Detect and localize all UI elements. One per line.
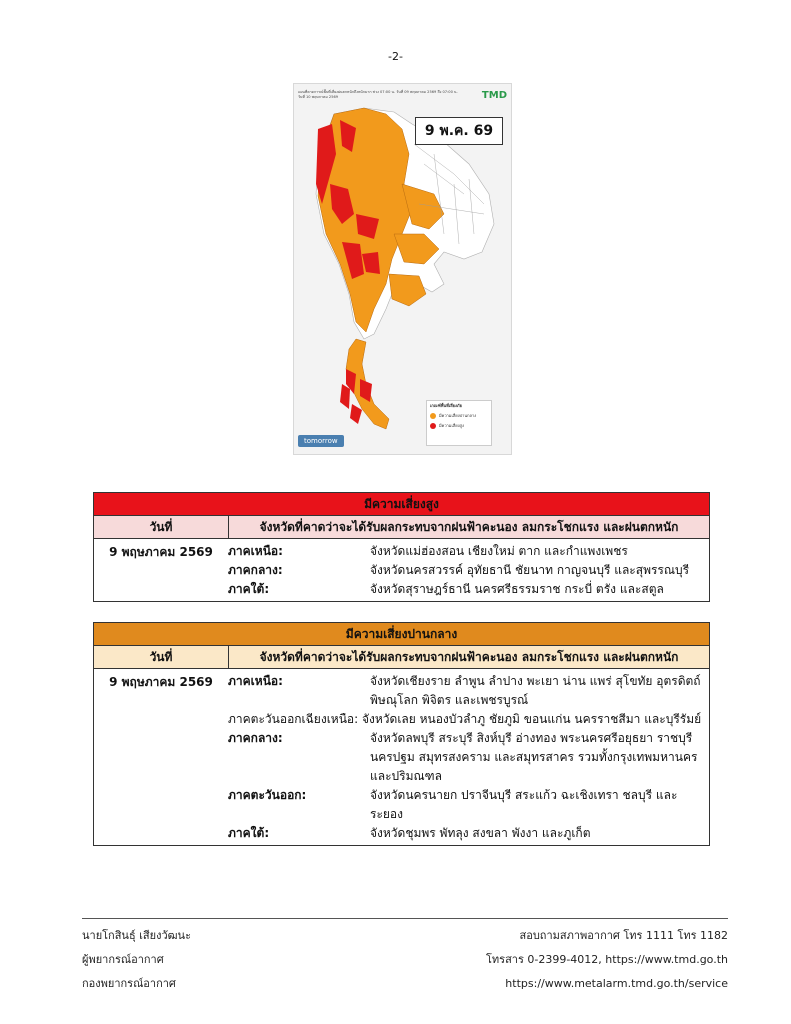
map-date-label: 9 พ.ค. 69	[415, 117, 503, 145]
region-name: ภาคใต้:	[228, 582, 270, 596]
fax-website[interactable]: โทรสาร 0-2399-4012, https://www.tmd.go.th	[486, 953, 728, 966]
region-line	[228, 561, 709, 580]
division-name: กองพยากรณ์อากาศ	[82, 977, 176, 990]
high-risk-table	[93, 492, 710, 602]
orange-dot-icon	[430, 413, 436, 419]
region-name: ภาคใต้:	[228, 826, 270, 840]
region-line	[228, 710, 709, 729]
region-provinces: ภาคตะวันออกเฉียงเหนือ: จังหวัดเลย หนองบัวลำภู ชัยภูมิ ขอนแก่น นครราชสีมา และบุรีรัมย์	[228, 712, 702, 726]
legend-title: เกณฑ์พื้นที่เสี่ยงภัย	[430, 403, 462, 408]
forecaster-name: นายโกสินธุ์ เสียงวัฒนะ	[82, 929, 191, 942]
region-line	[228, 542, 709, 561]
region-provinces: จังหวัดนครนายก ปราจีนบุรี สระแก้ว ฉะเชิงเทรา ชลบุรี และระยอง	[370, 788, 678, 821]
risk-level-title: มีความเสี่ยงสูง	[94, 493, 709, 516]
footer-contact	[486, 924, 728, 996]
region-line	[228, 580, 709, 599]
region-name: ภาคตะวันออก:	[228, 788, 307, 802]
region-line	[228, 748, 709, 767]
tomorrow-badge: tomorrow	[298, 435, 344, 447]
table-header-row	[94, 516, 709, 539]
map-header-text: แผนที่คาดการณ์พื้นที่เสี่ยงฝนตกหนักถึงหนักมาก ช่วง 07:00 น. วันที่ 09 พฤษภาคม 2569 ถึง 07:00 น. วันที่ 10 พฤษภาคม 2569	[298, 90, 458, 99]
region-line	[228, 729, 709, 748]
provinces-column-header: จังหวัดที่คาดว่าจะได้รับผลกระทบจากฝนฟ้าคะนอง ลมกระโชกแรง และฝนตกหนัก	[259, 520, 679, 534]
phone-info: สอบถามสภาพอากาศ โทร 1111 โทร 1182	[519, 929, 728, 942]
region-provinces: และปริมณฑล	[370, 769, 442, 783]
region-provinces: จังหวัดลพบุรี สระบุรี สิงห์บุรี อ่างทอง พระนครศรีอยุธยา ราชบุรี	[370, 731, 693, 745]
legend-item-high	[430, 423, 488, 429]
legend-label: มีความเสี่ยงสูง	[439, 423, 464, 428]
forecast-date: 9 พฤษภาคม 2569	[109, 675, 213, 689]
region-name: ภาคกลาง:	[228, 563, 283, 577]
region-line	[228, 786, 709, 824]
region-provinces: จังหวัดแม่ฮ่องสอน เชียงใหม่ ตาก และกำแพงเพชร	[370, 544, 628, 558]
region-provinces: จังหวัดชุมพร พัทลุง สงขลา พังงา และภูเก็ต	[370, 826, 591, 840]
table-row	[94, 539, 709, 601]
footer-divider	[82, 918, 728, 919]
service-link[interactable]: https://www.metalarm.tmd.go.th/service	[505, 977, 728, 990]
region-provinces: จังหวัดนครสวรรค์ อุทัยธานี ชัยนาท กาญจนบุรี และสุพรรณบุรี	[370, 563, 690, 577]
region-line	[228, 767, 709, 786]
legend-label: มีความเสี่ยงปานกลาง	[439, 413, 477, 418]
region-line	[228, 691, 709, 710]
table-row	[94, 669, 709, 845]
tmd-logo: TMD	[481, 90, 507, 101]
risk-map	[293, 83, 512, 455]
region-name: ภาคกลาง:	[228, 731, 283, 745]
forecast-date: 9 พฤษภาคม 2569	[109, 545, 213, 559]
date-column-header: วันที่	[94, 646, 229, 668]
legend-item-medium	[430, 413, 488, 419]
map-legend	[426, 400, 492, 446]
footer-signature	[82, 924, 191, 996]
date-column-header: วันที่	[94, 516, 229, 538]
region-provinces: จังหวัดสุราษฎร์ธานี นครศรีธรรมราช กระบี่ ตรัง และสตูล	[370, 582, 664, 596]
region-name: ภาคเหนือ:	[228, 674, 283, 688]
region-name: ภาคเหนือ:	[228, 544, 283, 558]
region-line	[228, 824, 709, 843]
provinces-column-header: จังหวัดที่คาดว่าจะได้รับผลกระทบจากฝนฟ้าคะนอง ลมกระโชกแรง และฝนตกหนัก	[259, 650, 679, 664]
forecaster-title: ผู้พยากรณ์อากาศ	[82, 953, 164, 966]
medium-risk-table	[93, 622, 710, 846]
region-provinces: พิษณุโลก พิจิตร และเพชรบูรณ์	[370, 693, 529, 707]
region-provinces: นครปฐม สมุทรสงคราม และสมุทรสาคร รวมทั้งกรุงเทพมหานคร	[370, 750, 698, 764]
region-provinces: จังหวัดเชียงราย ลำพูน ลำปาง พะเยา น่าน แพร่ สุโขทัย อุตรดิตถ์	[370, 674, 701, 688]
page-number: -2-	[388, 50, 403, 63]
risk-level-title: มีความเสี่ยงปานกลาง	[94, 623, 709, 646]
region-line	[228, 672, 709, 691]
table-header-row	[94, 646, 709, 669]
red-dot-icon	[430, 423, 436, 429]
